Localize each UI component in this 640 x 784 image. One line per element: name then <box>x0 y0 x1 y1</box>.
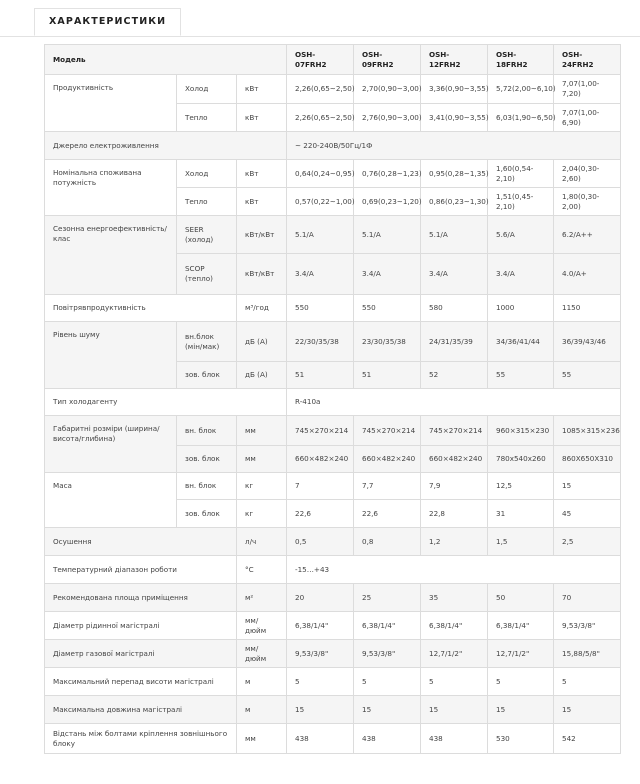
table-row <box>45 668 621 696</box>
table-cell: зов. блок <box>177 500 237 528</box>
table-cell: R-410a <box>287 389 621 416</box>
table-cell: 5.6/A <box>488 216 554 254</box>
table-cell: л/ч <box>237 528 287 556</box>
table-cell: 660×482×240 <box>354 446 421 473</box>
table-cell: 542 <box>554 724 621 754</box>
table-cell: кг <box>237 500 287 528</box>
table-cell: 1,5 <box>488 528 554 556</box>
table-cell: 24/31/35/39 <box>421 322 488 362</box>
header-cell: OSH-18FRH2 <box>488 45 554 75</box>
table-cell: 6,38/1/4" <box>287 612 354 640</box>
table-cell: зов. блок <box>177 446 237 473</box>
table-cell: 15 <box>287 696 354 724</box>
table-cell: 22/30/35/38 <box>287 322 354 362</box>
table-row <box>45 389 621 416</box>
table-cell: дБ (А) <box>237 362 287 389</box>
table-row <box>45 132 621 160</box>
table-cell: Повітрявпродуктивність <box>45 295 237 322</box>
table-row <box>45 584 621 612</box>
table-cell: 660×482×240 <box>421 446 488 473</box>
table-cell: 2,26(0,65~2,50) <box>287 104 354 132</box>
table-cell: 3,36(0,90~3,55) <box>421 75 488 104</box>
table-row <box>45 216 621 254</box>
table-cell: Тепло <box>177 188 237 216</box>
table-cell: Холод <box>177 75 237 104</box>
table-cell: м <box>237 668 287 696</box>
table-cell: 6,38/1/4" <box>488 612 554 640</box>
table-cell: 9,53/3/8" <box>287 640 354 668</box>
table-cell: м <box>237 696 287 724</box>
table-cell: вн.блок (мін/мак) <box>177 322 237 362</box>
table-cell: 55 <box>554 362 621 389</box>
table-cell: зов. блок <box>177 362 237 389</box>
table-cell: Рекомендована площа приміщення <box>45 584 237 612</box>
table-cell: м² <box>237 584 287 612</box>
header-cell: OSH-07FRH2 <box>287 45 354 75</box>
table-cell: кВт <box>237 160 287 188</box>
table-cell: мм/дюйм <box>237 612 287 640</box>
table-cell: вн. блок <box>177 473 237 500</box>
table-cell: 6.2/A++ <box>554 216 621 254</box>
table-cell: 22,8 <box>421 500 488 528</box>
table-cell: 25 <box>354 584 421 612</box>
header-cell: OSH-09FRH2 <box>354 45 421 75</box>
table-cell: 530 <box>488 724 554 754</box>
table-cell: 5 <box>554 668 621 696</box>
table-cell: кВт <box>237 75 287 104</box>
specifications-body <box>45 45 621 754</box>
table-cell: Рівень шуму <box>45 322 177 389</box>
table-cell: м³/год <box>237 295 287 322</box>
table-row <box>45 295 621 322</box>
table-cell: 12,7/1/2" <box>488 640 554 668</box>
table-cell: Продуктивність <box>45 75 177 132</box>
table-cell: -15…+43 <box>287 556 621 584</box>
table-cell: 1150 <box>554 295 621 322</box>
table-cell: мм/дюйм <box>237 640 287 668</box>
table-cell: Джерело електроживлення <box>45 132 287 160</box>
table-cell: 780х540х260 <box>488 446 554 473</box>
table-cell: 1085×315×236 <box>554 416 621 446</box>
table-cell: 860Х650Х310 <box>554 446 621 473</box>
table-cell: 3.4/A <box>354 254 421 295</box>
table-cell: кг <box>237 473 287 500</box>
table-cell: 745×270×214 <box>287 416 354 446</box>
table-cell: Максимальний перепад висоти магістралі <box>45 668 237 696</box>
table-cell: 34/36/41/44 <box>488 322 554 362</box>
table-cell: мм <box>237 446 287 473</box>
table-row <box>45 160 621 188</box>
table-cell: 5 <box>287 668 354 696</box>
table-cell: 0,86(0,23~1,30) <box>421 188 488 216</box>
table-cell: 5 <box>421 668 488 696</box>
table-row <box>45 528 621 556</box>
table-cell: 1,51(0,45-2,10) <box>488 188 554 216</box>
table-cell: 4.0/A+ <box>554 254 621 295</box>
table-row <box>45 612 621 640</box>
table-cell: 15 <box>421 696 488 724</box>
table-cell: 0,76(0,28~1,23) <box>354 160 421 188</box>
header-cell: Модель <box>45 45 287 75</box>
table-cell: 15 <box>488 696 554 724</box>
table-cell: 7,9 <box>421 473 488 500</box>
table-cell: Осушення <box>45 528 237 556</box>
table-cell: 550 <box>287 295 354 322</box>
table-cell: 2,5 <box>554 528 621 556</box>
table-row <box>45 473 621 500</box>
table-cell: Номінальна споживана потужність <box>45 160 177 216</box>
table-cell: 45 <box>554 500 621 528</box>
table-cell: 31 <box>488 500 554 528</box>
table-cell: Температурний діапазон роботи <box>45 556 237 584</box>
table-cell: 0,95(0,28~1,35) <box>421 160 488 188</box>
table-cell: 2,04(0,30-2,60) <box>554 160 621 188</box>
table-cell: 2,26(0,65~2,50) <box>287 75 354 104</box>
table-cell: 35 <box>421 584 488 612</box>
table-row <box>45 45 621 75</box>
table-cell: 7,07(1,00-7,20) <box>554 75 621 104</box>
table-cell: 6,38/1/4" <box>354 612 421 640</box>
table-cell: SCOP (тепло) <box>177 254 237 295</box>
table-cell: Тепло <box>177 104 237 132</box>
table-cell: 745×270×214 <box>421 416 488 446</box>
table-cell: Діаметр рідинної магістралі <box>45 612 237 640</box>
table-cell: SEER (холод) <box>177 216 237 254</box>
table-cell: 50 <box>488 584 554 612</box>
table-cell: 1000 <box>488 295 554 322</box>
table-cell: Тип холодагенту <box>45 389 287 416</box>
table-cell: 6,03(1,90~6,50) <box>488 104 554 132</box>
table-cell: 5.1/A <box>421 216 488 254</box>
table-cell: мм <box>237 416 287 446</box>
table-row <box>45 556 621 584</box>
table-cell: 15,88/5/8" <box>554 640 621 668</box>
table-cell: 0,64(0,24~0,95) <box>287 160 354 188</box>
table-cell: 6,38/1/4" <box>421 612 488 640</box>
table-cell: 51 <box>287 362 354 389</box>
table-cell: 22,6 <box>354 500 421 528</box>
table-cell: Габаритні розміри (ширина/висота/глибина) <box>45 416 177 473</box>
table-cell: 22,6 <box>287 500 354 528</box>
table-cell: 15 <box>554 473 621 500</box>
table-cell: 660×482×240 <box>287 446 354 473</box>
table-row <box>45 75 621 104</box>
table-cell: 0,8 <box>354 528 421 556</box>
table-cell: 2,76(0,90~3,00) <box>354 104 421 132</box>
table-cell: дБ (А) <box>237 322 287 362</box>
table-cell: 12,7/1/2" <box>421 640 488 668</box>
table-cell: 960×315×230 <box>488 416 554 446</box>
table-cell: 3.4/A <box>488 254 554 295</box>
table-cell: кВт/кВт <box>237 254 287 295</box>
table-cell: кВт <box>237 104 287 132</box>
table-row <box>45 416 621 446</box>
table-cell: вн. блок <box>177 416 237 446</box>
table-cell: 5.1/A <box>354 216 421 254</box>
table-cell: 36/39/43/46 <box>554 322 621 362</box>
tab-bar <box>0 0 640 37</box>
table-cell: 7 <box>287 473 354 500</box>
table-cell: 438 <box>354 724 421 754</box>
table-cell: Максимальна довжина магістралі <box>45 696 237 724</box>
header-cell: OSH-12FRH2 <box>421 45 488 75</box>
table-cell: 20 <box>287 584 354 612</box>
table-cell: 5 <box>488 668 554 696</box>
table-cell: 745×270×214 <box>354 416 421 446</box>
table-cell: 55 <box>488 362 554 389</box>
table-cell: 5 <box>354 668 421 696</box>
table-cell: 580 <box>421 295 488 322</box>
table-cell: мм <box>237 724 287 754</box>
table-cell: кВт <box>237 188 287 216</box>
table-cell: Холод <box>177 160 237 188</box>
table-cell: Маса <box>45 473 177 528</box>
table-cell: 70 <box>554 584 621 612</box>
table-cell: 550 <box>354 295 421 322</box>
table-cell: 438 <box>287 724 354 754</box>
table-cell: 12,5 <box>488 473 554 500</box>
table-cell: 7,07(1,00-6,90) <box>554 104 621 132</box>
table-cell: 1,2 <box>421 528 488 556</box>
table-cell: 7,7 <box>354 473 421 500</box>
table-cell: 23/30/35/38 <box>354 322 421 362</box>
table-cell: 52 <box>421 362 488 389</box>
table-cell: кВт/кВт <box>237 216 287 254</box>
table-cell: 5.1/A <box>287 216 354 254</box>
table-cell: Сезонна енергоефективність/клас <box>45 216 177 295</box>
table-cell: 51 <box>354 362 421 389</box>
table-cell: Відстань між болтами кріплення зовнішнього блоку <box>45 724 237 754</box>
table-row <box>45 640 621 668</box>
specifications-table <box>44 44 621 754</box>
table-cell: 2,70(0,90~3,00) <box>354 75 421 104</box>
table-row <box>45 724 621 754</box>
table-cell: 1,80(0,30-2,00) <box>554 188 621 216</box>
header-cell: OSH-24FRH2 <box>554 45 621 75</box>
table-cell: °С <box>237 556 287 584</box>
table-cell: 5,72(2,00~6,10) <box>488 75 554 104</box>
table-cell: Діаметр газової магістралі <box>45 640 237 668</box>
table-cell: 0,57(0,22~1,00) <box>287 188 354 216</box>
table-row <box>45 322 621 362</box>
table-cell: 3.4/A <box>287 254 354 295</box>
table-cell: 0,5 <box>287 528 354 556</box>
table-cell: 15 <box>354 696 421 724</box>
table-cell: 9,53/3/8" <box>554 612 621 640</box>
table-cell: 3.4/A <box>421 254 488 295</box>
tab-characteristics[interactable]: ХАРАКТЕРИСТИКИ <box>34 8 181 36</box>
table-row <box>45 696 621 724</box>
table-cell: ~ 220-240В/50Гц/1Ф <box>287 132 621 160</box>
table-cell: 9,53/3/8" <box>354 640 421 668</box>
table-cell: 438 <box>421 724 488 754</box>
table-cell: 3,41(0,90~3,55) <box>421 104 488 132</box>
table-cell: 15 <box>554 696 621 724</box>
table-cell: 0,69(0,23~1,20) <box>354 188 421 216</box>
table-cell: 1,60(0,54-2,10) <box>488 160 554 188</box>
